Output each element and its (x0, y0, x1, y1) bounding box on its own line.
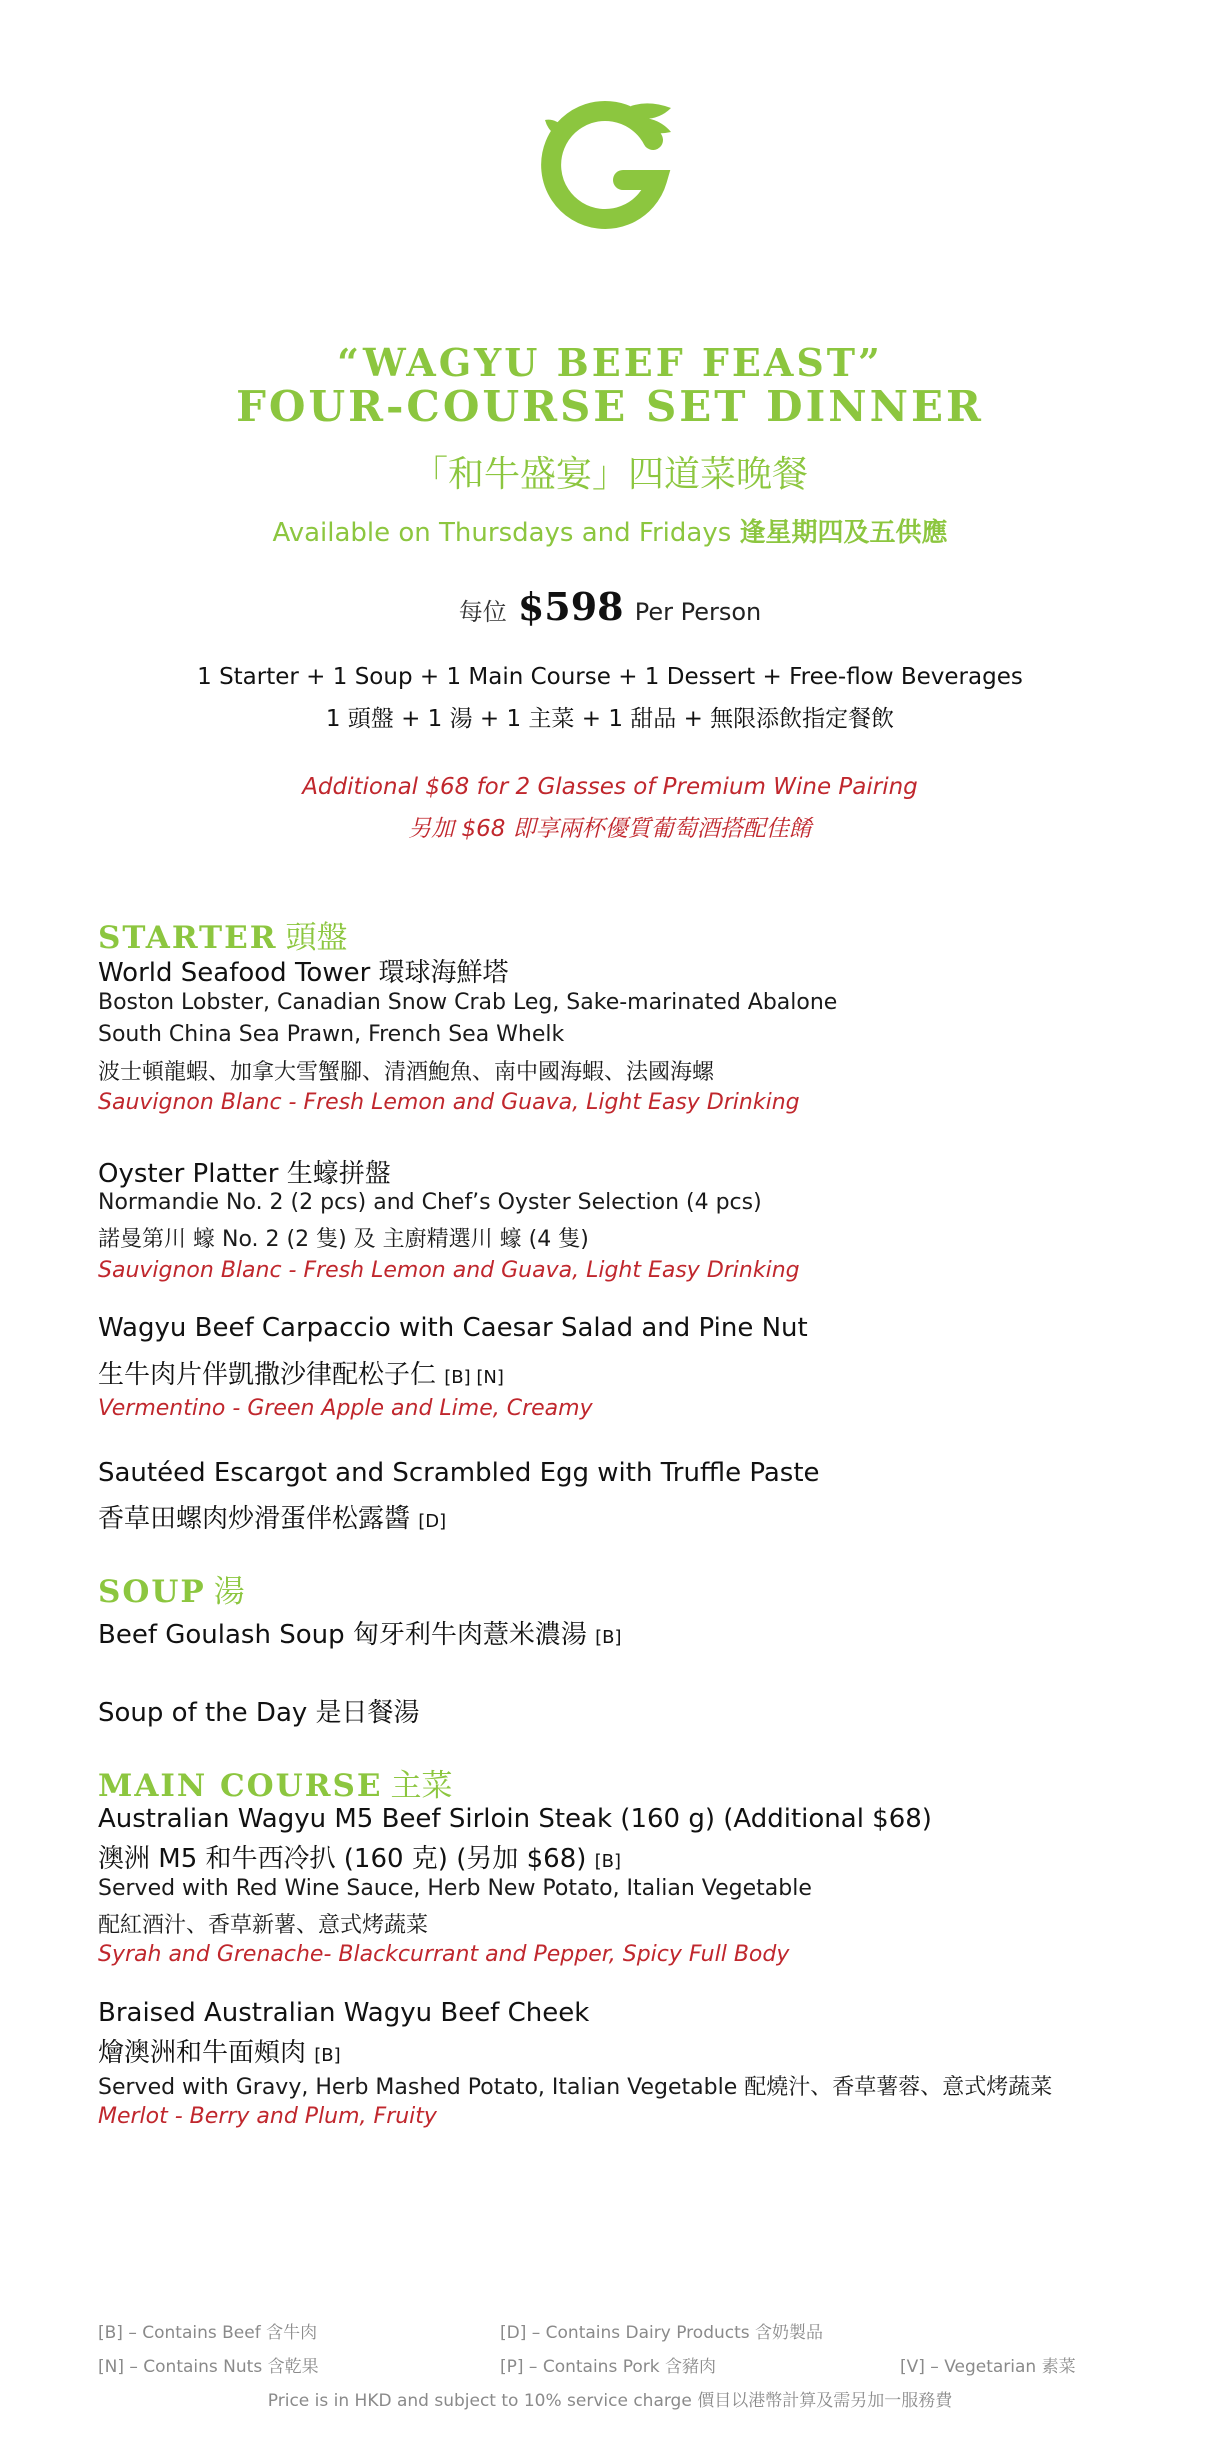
legend-beef: [B] – Contains Beef 含牛肉 (98, 2323, 318, 2343)
title-zh: 「和牛盛宴」四道菜晚餐 (411, 454, 808, 495)
legend-nuts: [N] – Contains Nuts 含乾果 (98, 2357, 319, 2377)
legend-dairy: [D] – Contains Dairy Products 含奶製品 (500, 2323, 824, 2343)
dish-desc: Served with Red Wine Sauce, Herb New Potato, Italian Vegetable (98, 1876, 812, 1901)
dish-name-zh-text: 香草田螺肉炒滑蛋伴松露醬 (98, 1504, 411, 1534)
dish-name-zh (98, 1354, 504, 1391)
wine-pairing: Vermentino - Green Apple and Lime, Creamy (98, 1396, 593, 1421)
dish-desc: Served with Gravy, Herb Mashed Potato, Italian Vegetable 配燒汁、香草薯蓉、意式烤蔬菜 (98, 2075, 1053, 2100)
courses-line-zh: 1 頭盤 + 1 湯 + 1 主菜 + 1 甜品 + 無限添飲指定餐飲 (325, 706, 895, 732)
dish-name (98, 1614, 622, 1651)
dish-desc-zh: 諾曼第川 蠔 No. 2 (2 隻) 及 主廚精選川 蠔 (4 隻) (98, 1227, 589, 1252)
wine-offer-en: Additional $68 for 2 Glasses of Premium Wine Pairing (302, 774, 918, 800)
wine-pairing: Sauvignon Blanc - Fresh Lemon and Guava, Light Easy Drinking (98, 1258, 800, 1283)
availability-zh: 逢星期四及五供應 (739, 518, 948, 548)
dish-name-zh-text: 燴澳洲和牛面頰肉 (98, 2038, 307, 2068)
dish-name-text: Beef Goulash Soup 匈牙利牛肉薏米濃湯 (98, 1620, 587, 1650)
availability-en: Available on Thursdays and Fridays (272, 518, 732, 548)
main-heading (98, 1760, 453, 1805)
dish-name: Oyster Platter 生蠔拼盤 (98, 1159, 391, 1189)
soup-heading (98, 1566, 245, 1611)
dish-desc-zh: 配紅酒汁、香草新薯、意式烤蔬菜 (98, 1913, 429, 1938)
price-amount: $598 (517, 584, 624, 629)
wine-pairing: Syrah and Grenache- Blackcurrant and Pepper, Spicy Full Body (98, 1942, 790, 1967)
price-line (0, 584, 1220, 629)
starter-heading-zh: 頭盤 (285, 920, 348, 956)
wine-pairing: Sauvignon Blanc - Fresh Lemon and Guava, Light Easy Drinking (98, 1090, 800, 1115)
allergen-tags: [B] (314, 2045, 341, 2066)
title-line-1: “WAGYU BEEF FEAST” (337, 340, 883, 385)
dish-desc: South China Sea Prawn, French Sea Whelk (98, 1022, 565, 1047)
price-prefix: 每位 (458, 598, 507, 626)
courses-line-en: 1 Starter + 1 Soup + 1 Main Course + 1 Dessert + Free-flow Beverages (197, 664, 1023, 690)
legend-vegetarian: [V] – Vegetarian 素菜 (900, 2357, 1076, 2377)
allergen-tags: [B] (594, 1851, 622, 1872)
dish-name: Wagyu Beef Carpaccio with Caesar Salad and Pine Nut (98, 1313, 808, 1343)
dish-name: Braised Australian Wagyu Beef Cheek (98, 1998, 590, 2028)
dish-desc: Normandie No. 2 (2 pcs) and Chef’s Oyster Selection (4 pcs) (98, 1190, 762, 1215)
main-heading-en: MAIN COURSE (98, 1768, 383, 1804)
footer-note: Price is in HKD and subject to 10% service charge 價目以港幣計算及需另加一服務費 (267, 2391, 953, 2411)
dish-name-zh-text: 生牛肉片伴凱撒沙律配松子仁 (98, 1360, 437, 1390)
main-heading-zh: 主菜 (390, 1768, 453, 1804)
allergen-tags: [B] (595, 1627, 622, 1648)
starter-heading (98, 912, 348, 957)
soup-heading-en: SOUP (98, 1574, 206, 1610)
dish-name: Australian Wagyu M5 Beef Sirloin Steak (160 g) (Additional $68) (98, 1804, 932, 1834)
starter-heading-en: STARTER (98, 920, 278, 956)
allergen-tags: [D] (418, 1511, 447, 1532)
dish-name: Soup of the Day 是日餐湯 (98, 1698, 420, 1728)
dish-name: Sautéed Escargot and Scrambled Egg with Truffle Paste (98, 1458, 820, 1488)
dish-name-zh (98, 2032, 341, 2069)
price-suffix: Per Person (634, 598, 762, 626)
dish-desc: Boston Lobster, Canadian Snow Crab Leg, Sake-marinated Abalone (98, 990, 838, 1015)
legend-pork: [P] – Contains Pork 含豬肉 (500, 2357, 716, 2377)
dish-name-zh (98, 1838, 621, 1875)
dish-name-zh-text: 澳洲 M5 和牛西冷扒 (160 克) (另加 $68) (98, 1844, 587, 1874)
dish-desc-zh: 波士頓龍蝦、加拿大雪蟹腳、清酒鮑魚、南中國海蝦、法國海螺 (98, 1060, 715, 1085)
wine-pairing: Merlot - Berry and Plum, Fruity (98, 2104, 437, 2129)
availability (0, 512, 1220, 549)
dish-name-zh (98, 1498, 446, 1535)
leaf-g-logo-icon (535, 88, 685, 238)
wine-offer-zh: 另加 $68 即享兩杯優質葡萄酒搭配佳餚 (408, 816, 812, 842)
dish-name: World Seafood Tower 環球海鮮塔 (98, 958, 509, 988)
title-line-2: FOUR-COURSE SET DINNER (236, 382, 984, 431)
allergen-tags: [B] [N] (444, 1367, 504, 1388)
soup-heading-zh: 湯 (213, 1574, 245, 1610)
